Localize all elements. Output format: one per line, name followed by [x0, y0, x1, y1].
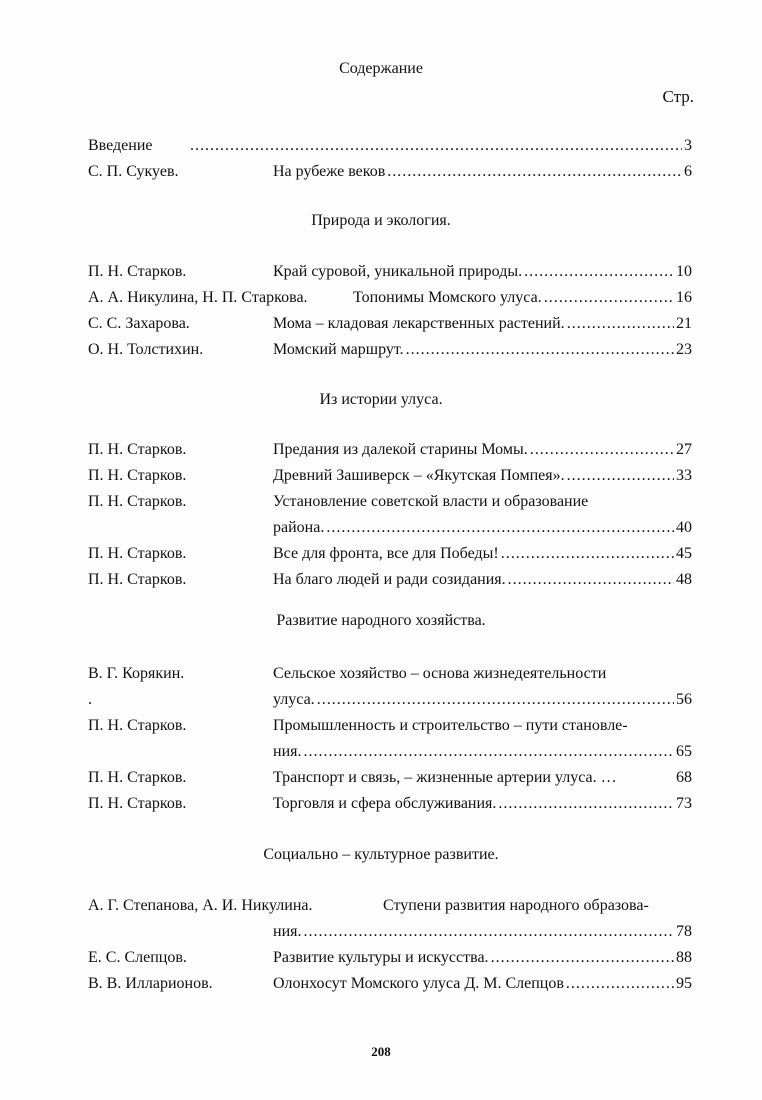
entry-author: А. Г. Степанова, А. И. Никулина. [88, 897, 313, 914]
entry-title: Олонхосут Момского улуса Д. М. Слепцов [273, 975, 564, 992]
toc-entry [273, 519, 692, 537]
entry-author: П. Н. Старков. [88, 545, 187, 562]
entry-title: Транспорт и связь, – жизненные артерии улуса. … [273, 769, 617, 786]
page-column-label: Стр. [662, 87, 694, 106]
dot-leader [406, 341, 674, 359]
page-number: 40 [676, 519, 692, 536]
entry-title: Предания из далекой старины Момы. [273, 441, 528, 458]
dot-leader [317, 691, 674, 709]
toc-entry [273, 691, 692, 709]
intro-author-1: С. П. Сукуев. [88, 163, 179, 180]
entry-title: Момский маршрут. [273, 341, 404, 358]
entry-title: Мома – кладовая лекарственных растений. [273, 315, 565, 332]
page-number: 23 [676, 341, 692, 358]
dot-leader [501, 545, 674, 563]
toc-entry [273, 341, 692, 359]
section-title: Социально – культурное развитие. [263, 846, 499, 863]
toc-entry [273, 571, 692, 589]
entry-title: Край суровой, уникальной природы. [273, 263, 523, 280]
dot-leader [303, 743, 674, 761]
entry-author: П. Н. Старков. [88, 717, 187, 734]
dot-leader [544, 289, 674, 307]
entry-author: П. Н. Старков. [88, 571, 187, 588]
dot-leader [508, 571, 674, 589]
page-title: Содержание [339, 60, 423, 77]
toc-entry [273, 467, 692, 485]
toc-entry [273, 923, 692, 941]
page-number: 68 [676, 769, 692, 786]
entry-title: На благо людей и ради созидания. [273, 571, 506, 588]
entry-title-continued: района. [273, 519, 325, 536]
page-number: 95 [676, 975, 692, 992]
dot-leader [498, 795, 674, 813]
dot-leader [491, 949, 674, 967]
page-number: 3 [684, 137, 692, 154]
intro-entry-1 [273, 163, 692, 181]
entry-title: Топонимы Момского улуса. [353, 289, 542, 306]
entry-title: Сельское хозяйство – основа жизнедеятельности [273, 665, 607, 682]
entry-author: В. В. Илларионов. [88, 975, 213, 992]
toc-entry [273, 949, 692, 967]
toc-entry [273, 441, 692, 459]
section-title: Из истории улуса. [319, 391, 443, 408]
page-number: 48 [676, 571, 692, 588]
page-number: 73 [676, 795, 692, 812]
page-number: 65 [676, 743, 692, 760]
entry-title: Развитие культуры и искусства. [273, 949, 489, 966]
section-title: Природа и экология. [311, 212, 451, 229]
entry-author: П. Н. Старков. [88, 493, 187, 510]
toc-entry [353, 289, 692, 307]
page-number: 27 [676, 441, 692, 458]
entry-author: О. Н. Толстихин. [88, 341, 204, 358]
entry-author: Е. С. Слепцов. [88, 949, 187, 966]
entry-author: С. С. Захарова. [88, 315, 190, 332]
entry-title: На рубеже веков [273, 163, 386, 180]
footer-page-number: 208 [371, 1044, 391, 1059]
dot-leader [387, 163, 682, 181]
dot-leader [567, 315, 674, 333]
entry-title: Установление советской власти и образование [273, 493, 589, 510]
page-number: 6 [684, 163, 692, 180]
entry-title: Промышленность и строительство – пути становле- [273, 717, 628, 734]
dot-leader [326, 519, 674, 537]
dot-leader [567, 467, 674, 485]
page-number: 10 [676, 263, 692, 280]
entry-title-continued: ния. [273, 923, 302, 940]
dot-leader [190, 137, 682, 155]
section-title: Развитие народного хозяйства. [276, 612, 486, 629]
entry-author: П. Н. Старков. [88, 769, 187, 786]
entry-author: П. Н. Старков. [88, 467, 187, 484]
entry-title: Ступени развития народного образова- [383, 897, 649, 914]
intro-author-0: Введение [88, 137, 153, 154]
page-number: 21 [676, 315, 692, 332]
entry-title-continued: ния. [273, 743, 302, 760]
dot-leader [303, 923, 674, 941]
page-number: 56 [676, 691, 692, 708]
toc-entry [273, 743, 692, 761]
dot-leader [524, 263, 674, 281]
toc-entry [273, 769, 692, 787]
entry-author: П. Н. Старков. [88, 263, 187, 280]
toc-entry [273, 315, 692, 333]
page-number: 33 [676, 467, 692, 484]
stray-dot: . [88, 691, 92, 708]
toc-entry [273, 975, 692, 993]
entry-author: А. А. Никулина, Н. П. Старкова. [88, 289, 308, 306]
page-number: 45 [676, 545, 692, 562]
intro-entry-0 [188, 137, 692, 155]
entry-title: Древний Зашиверск – «Якутская Помпея». [273, 467, 565, 484]
entry-author: В. Г. Корякин. [88, 665, 185, 682]
toc-entry [273, 795, 692, 813]
entry-title-continued: улуса. [273, 691, 315, 708]
dot-leader [566, 975, 674, 993]
page-number: 88 [676, 949, 692, 966]
page-number: 78 [676, 923, 692, 940]
toc-entry [273, 545, 692, 563]
page-number: 16 [676, 289, 692, 306]
dot-leader [530, 441, 674, 459]
entry-author: П. Н. Старков. [88, 795, 187, 812]
entry-title: Торговля и сфера обслуживания. [273, 795, 497, 812]
entry-author: П. Н. Старков. [88, 441, 187, 458]
entry-title: Все для фронта, все для Победы! [273, 545, 499, 562]
toc-entry [273, 263, 692, 281]
